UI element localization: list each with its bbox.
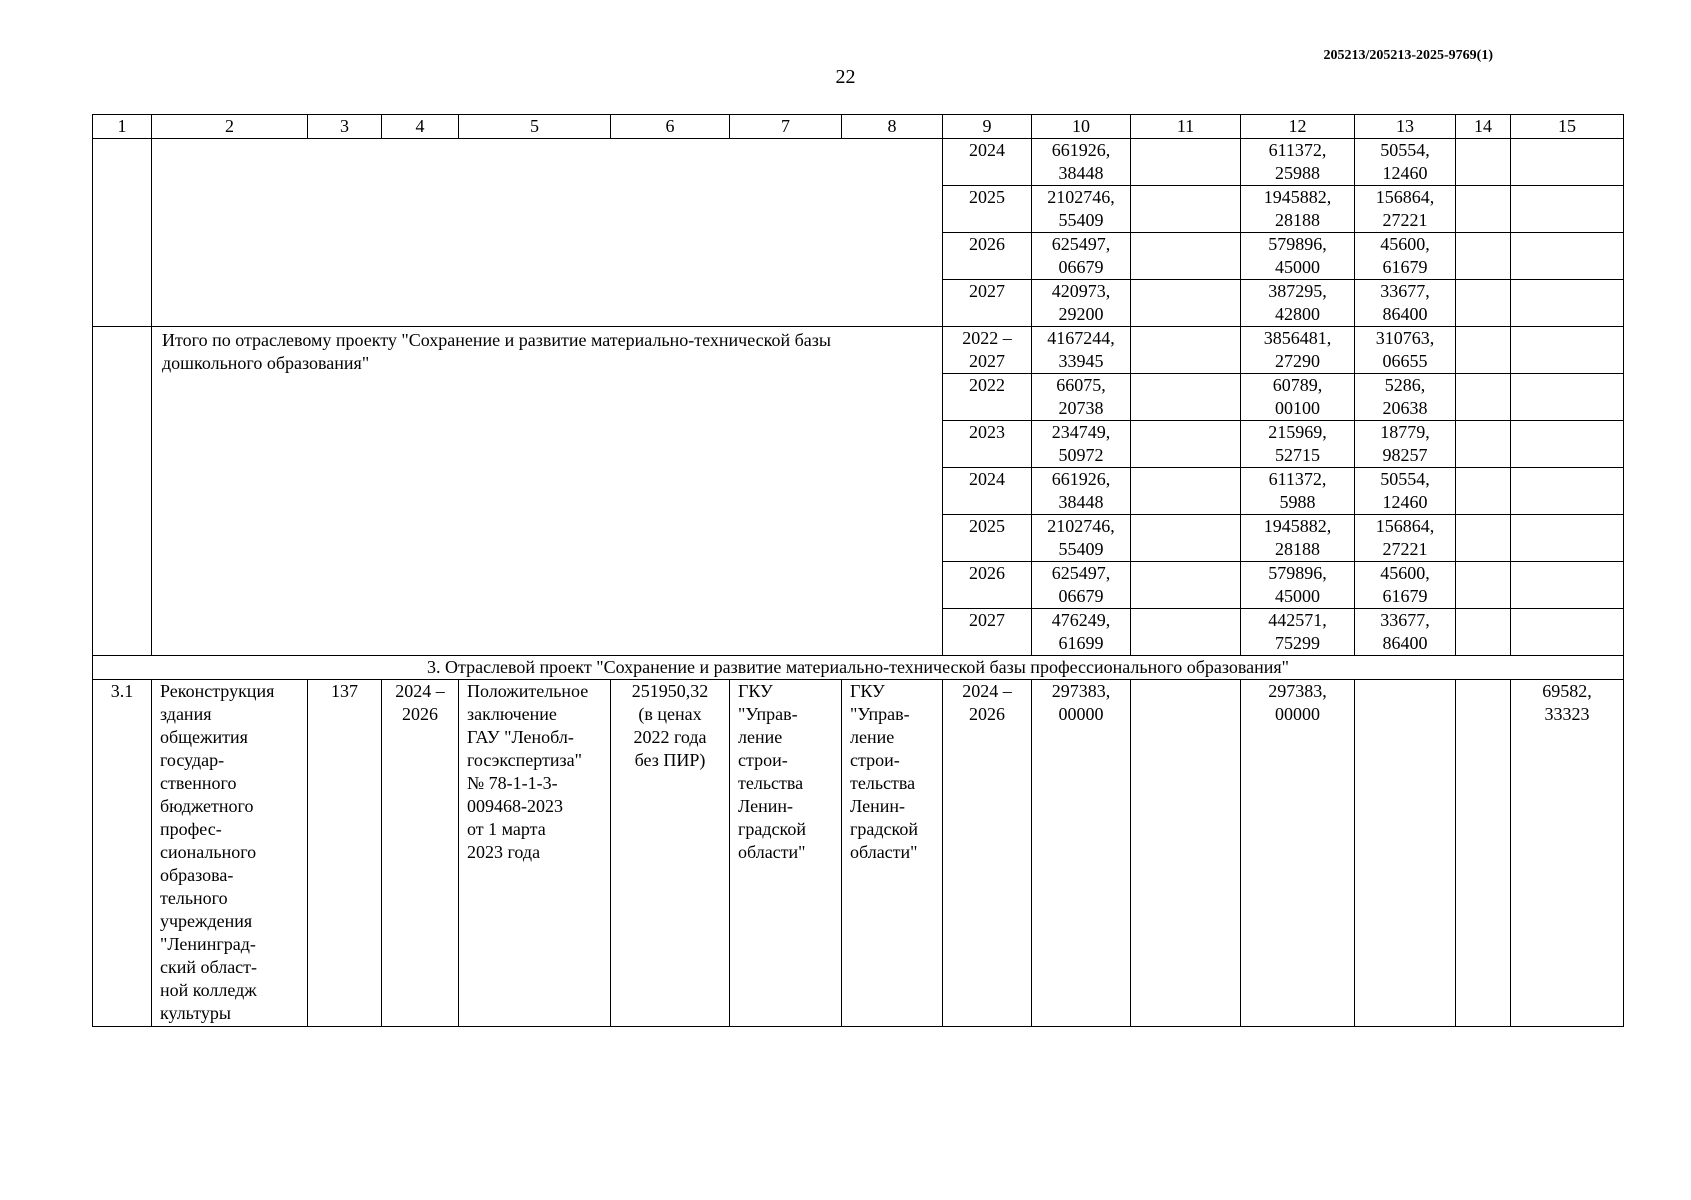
- header-cell-3: 3: [308, 115, 382, 139]
- empty-cell: [1456, 186, 1511, 233]
- amount-local-cell: 5286, 20638: [1355, 374, 1456, 421]
- empty-cell: [1355, 680, 1456, 1027]
- amount-total-cell: 66075, 20738: [1032, 374, 1131, 421]
- amount-local-cell: 50554, 12460: [1355, 468, 1456, 515]
- item-row: [93, 680, 1624, 1027]
- amount-total-cell: 2102746, 55409: [1032, 515, 1131, 562]
- empty-cell: [1131, 421, 1241, 468]
- year-cell: 2024: [943, 139, 1032, 186]
- year-cell: 2026: [943, 233, 1032, 280]
- empty-cell: [1131, 562, 1241, 609]
- empty-cell: [1131, 233, 1241, 280]
- amount-regional-cell: 579896, 45000: [1241, 562, 1355, 609]
- amount-local-cell: 33677, 86400: [1355, 609, 1456, 656]
- header-cell-15: 15: [1511, 115, 1624, 139]
- amount-local-cell: 45600, 61679: [1355, 233, 1456, 280]
- item-estimate: 251950,32 (в ценах 2022 года без ПИР): [611, 680, 730, 1027]
- empty-cell: [1511, 139, 1624, 186]
- amount-local-cell: 33677, 86400: [1355, 280, 1456, 327]
- empty-cell: [1511, 327, 1624, 374]
- table-row: [93, 139, 1624, 186]
- amount-regional-cell: 60789, 00100: [1241, 374, 1355, 421]
- year-cell: 2026: [943, 562, 1032, 609]
- amount-regional-cell: 387295, 42800: [1241, 280, 1355, 327]
- amount-regional-cell: 215969, 52715: [1241, 421, 1355, 468]
- section-row: [93, 656, 1624, 680]
- header-cell-14: 14: [1456, 115, 1511, 139]
- header-cell-11: 11: [1131, 115, 1241, 139]
- amount-local-cell: 18779, 98257: [1355, 421, 1456, 468]
- amount-regional-cell: 611372, 5988: [1241, 468, 1355, 515]
- header-cell-5: 5: [459, 115, 611, 139]
- empty-cell: [1131, 515, 1241, 562]
- item-capacity: 137: [308, 680, 382, 1027]
- empty-cell: [1131, 186, 1241, 233]
- amount-total-cell: 625497, 06679: [1032, 233, 1131, 280]
- page-number: 22: [835, 66, 856, 88]
- empty-cell: [1511, 515, 1624, 562]
- empty-cell: [1511, 421, 1624, 468]
- amount-regional-cell: 1945882, 28188: [1241, 186, 1355, 233]
- header-cell-8: 8: [842, 115, 943, 139]
- item-expertise: Положительное заключение ГАУ "Ленобл- госэкспертиза" № 78-1-1-3- 009468-2023 от 1 марта 2023 года: [459, 680, 611, 1027]
- empty-cell: [1131, 680, 1241, 1027]
- item-years: 2024 – 2026: [943, 680, 1032, 1027]
- header-cell-1: 1: [93, 115, 152, 139]
- empty-cell: [1131, 280, 1241, 327]
- amount-total-cell: 2102746, 55409: [1032, 186, 1131, 233]
- empty-cell: [1511, 562, 1624, 609]
- empty-cell: [1456, 680, 1511, 1027]
- empty-cell: [1131, 139, 1241, 186]
- empty-cell: [1456, 374, 1511, 421]
- item-period: 2024 – 2026: [382, 680, 459, 1027]
- empty-cell: [1456, 468, 1511, 515]
- empty-cell: [93, 327, 152, 656]
- empty-cell: [1511, 468, 1624, 515]
- amount-total-cell: 234749, 50972: [1032, 421, 1131, 468]
- document-id: 205213/205213-2025-9769(1): [1323, 48, 1493, 63]
- empty-cell: [1456, 139, 1511, 186]
- amount-local-cell: 310763, 06655: [1355, 327, 1456, 374]
- item-name: Реконструкция здания общежития государ- ственного бюджетного профес- сионального образова- тельного учреждения "Ленинград- ский област- ной колледж культуры: [152, 680, 308, 1027]
- header-cell-4: 4: [382, 115, 459, 139]
- empty-cell: [1456, 280, 1511, 327]
- amount-regional-cell: 3856481, 27290: [1241, 327, 1355, 374]
- header-cell-7: 7: [730, 115, 842, 139]
- amount-regional-cell: 579896, 45000: [1241, 233, 1355, 280]
- amount-total-cell: 4167244, 33945: [1032, 327, 1131, 374]
- amount-local-cell: 45600, 61679: [1355, 562, 1456, 609]
- amount-local-cell: 50554, 12460: [1355, 139, 1456, 186]
- data-table: [92, 114, 1624, 1027]
- amount-total-cell: 625497, 06679: [1032, 562, 1131, 609]
- amount-regional-cell: 611372, 25988: [1241, 139, 1355, 186]
- header-cell-2: 2: [152, 115, 308, 139]
- item-customer: ГКУ "Управ- ление строи- тельства Ленин- градской области": [730, 680, 842, 1027]
- amount-total-cell: 420973, 29200: [1032, 280, 1131, 327]
- header-cell-6: 6: [611, 115, 730, 139]
- empty-cell: [93, 139, 152, 327]
- amount-total-cell: 661926, 38448: [1032, 139, 1131, 186]
- amount-regional-cell: 1945882, 28188: [1241, 515, 1355, 562]
- year-cell: 2027: [943, 609, 1032, 656]
- item-amount-total: 297383, 00000: [1032, 680, 1131, 1027]
- empty-cell: [1131, 327, 1241, 374]
- amount-total-cell: 476249, 61699: [1032, 609, 1131, 656]
- year-cell: 2024: [943, 468, 1032, 515]
- amount-regional-cell: 442571, 75299: [1241, 609, 1355, 656]
- empty-cell: [1511, 609, 1624, 656]
- item-amount-regional: 297383, 00000: [1241, 680, 1355, 1027]
- empty-cell: [1131, 468, 1241, 515]
- item-developer: ГКУ "Управ- ление строи- тельства Ленин- градской области": [842, 680, 943, 1027]
- amount-local-cell: 156864, 27221: [1355, 515, 1456, 562]
- empty-cell: [1456, 327, 1511, 374]
- year-cell: 2023: [943, 421, 1032, 468]
- header-cell-12: 12: [1241, 115, 1355, 139]
- year-cell: 2025: [943, 186, 1032, 233]
- header-row: [93, 115, 1624, 139]
- empty-cell: [1511, 233, 1624, 280]
- empty-cell: [1456, 233, 1511, 280]
- empty-cell: [1511, 280, 1624, 327]
- empty-cell: [1456, 562, 1511, 609]
- year-cell: 2027: [943, 280, 1032, 327]
- header-cell-9: 9: [943, 115, 1032, 139]
- year-cell: 2025: [943, 515, 1032, 562]
- amount-local-cell: 156864, 27221: [1355, 186, 1456, 233]
- year-cell: 2022 – 2027: [943, 327, 1032, 374]
- empty-cell: [1131, 609, 1241, 656]
- item-number: 3.1: [93, 680, 152, 1027]
- empty-cell: [1131, 374, 1241, 421]
- header-cell-13: 13: [1355, 115, 1456, 139]
- empty-cell: [1456, 515, 1511, 562]
- empty-cell: [1456, 421, 1511, 468]
- section-title: 3. Отраслевой проект "Сохранение и развитие материально-технической базы профессионального образования": [93, 656, 1624, 680]
- year-cell: 2022: [943, 374, 1032, 421]
- item-amount-extra: 69582, 33323: [1511, 680, 1624, 1027]
- empty-cell: [152, 139, 943, 327]
- total-row: [93, 327, 1624, 374]
- header-cell-10: 10: [1032, 115, 1131, 139]
- empty-cell: [1511, 374, 1624, 421]
- amount-total-cell: 661926, 38448: [1032, 468, 1131, 515]
- empty-cell: [1456, 609, 1511, 656]
- total-label: Итого по отраслевому проекту "Сохранение и развитие материально-технической базы дошкольного образования": [152, 327, 943, 656]
- empty-cell: [1511, 186, 1624, 233]
